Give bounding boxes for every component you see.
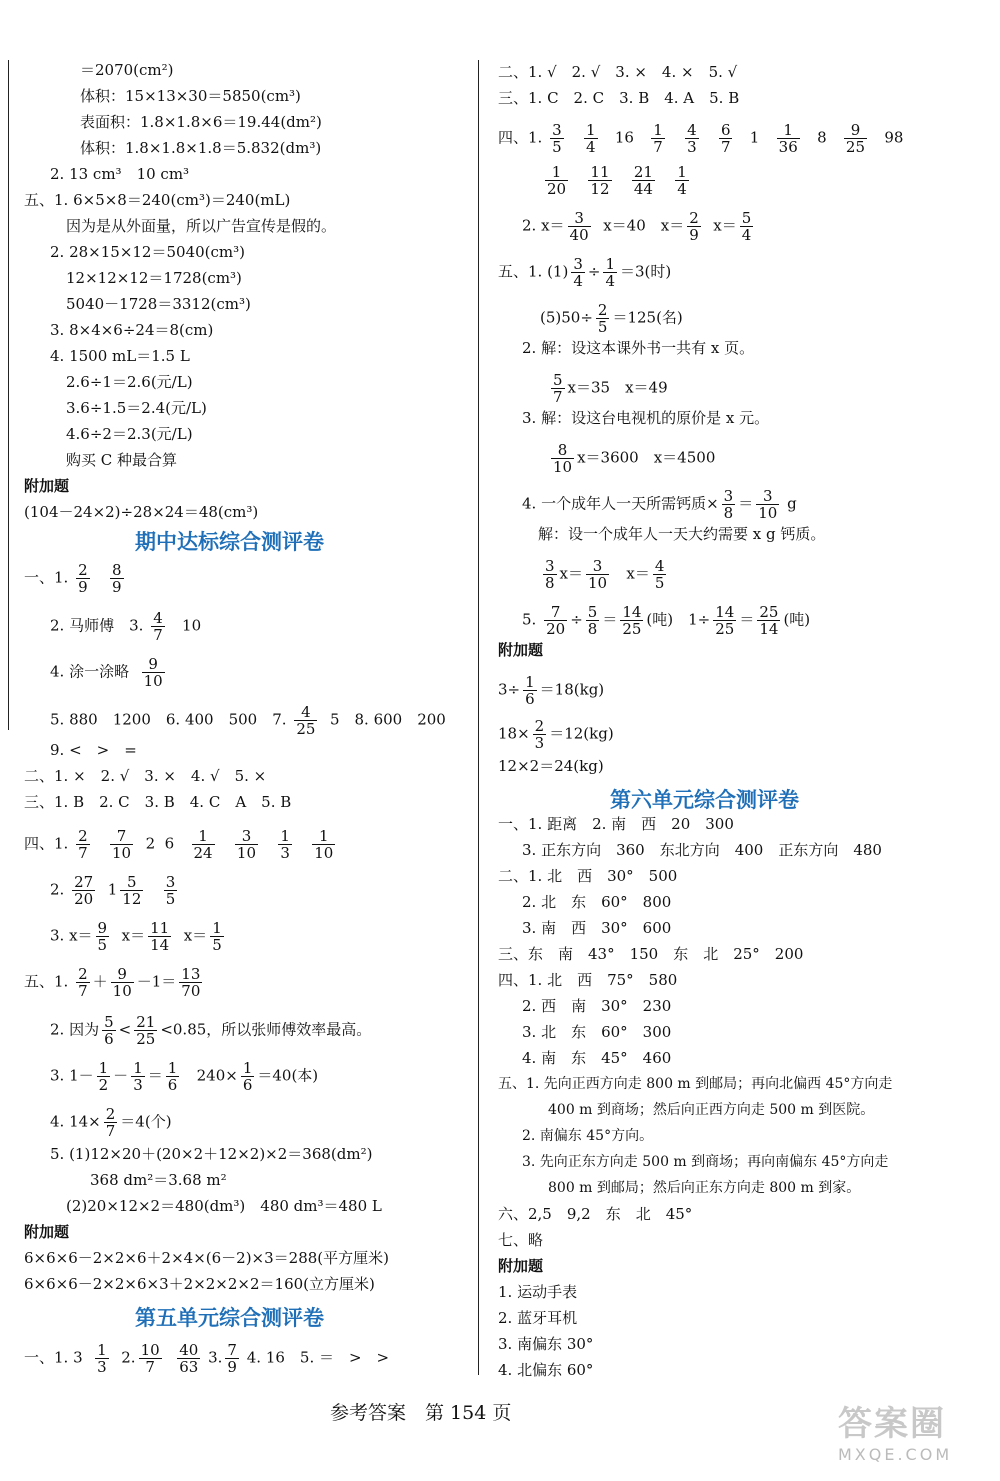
fraction: $\frac{1}{4}$ <box>605 255 615 290</box>
text-line: 2.6÷1＝2.6(元/L) <box>66 373 193 391</box>
section-title-unit6: 第六单元综合测评卷 <box>610 788 799 812</box>
text-line: (104－24×2)÷28×24＝48(cm³) <box>24 503 259 521</box>
text-line: 2. 解：设这本课外书一共有 x 页。 <box>522 339 755 357</box>
fraction: $\frac{3}{5}$ <box>552 121 562 156</box>
section-title-midterm: 期中达标综合测评卷 <box>135 530 324 554</box>
text-line: 3. 1－ $\frac{1}{2}$ － $\frac{1}{3}$ ＝ $\frac{1}{6}$ 240× $\frac{1}{6}$ ＝40(本) <box>50 1059 319 1094</box>
text-line: 12×12×12＝1728(cm³) <box>66 269 242 287</box>
fraction: $\frac{1}{24}$ <box>193 827 213 862</box>
fraction: $\frac{21}{44}$ <box>633 163 653 198</box>
fraction: $\frac{3}{10}$ <box>758 487 778 522</box>
text-line: 368 dm²＝3.68 m² <box>90 1171 227 1189</box>
text-line: 体积：15×13×30＝5850(cm³) <box>80 87 301 105</box>
text-line: 3.6÷1.5＝2.4(元/L) <box>66 399 207 417</box>
text-line: 三、东 南 43° 150 东 北 25° 200 <box>498 945 804 963</box>
fraction: $\frac{2}{3}$ <box>534 717 545 752</box>
text-line: (2)20×12×2＝480(dm³) 480 dm³＝480 L <box>66 1197 382 1215</box>
text-line: 400 m 到商场；然后向正西方向走 500 m 到医院。 <box>548 1102 875 1118</box>
text-line: 一、1. 3 $\frac{1}{3}$ 2. $\frac{10}{7}$ $\frac{40}{63}$ 3. $\frac{7}{9}$ 4. 16 5. ＝ > > <box>24 1341 390 1376</box>
text-line: 4.6÷2＝2.3(元/L) <box>66 425 193 443</box>
fraction: $\frac{2}{7}$ <box>105 1105 116 1140</box>
text-line: 二、1. √ 2. √ 3. × 4. × 5. √ <box>498 63 738 81</box>
fraction: $\frac{3}{40}$ <box>569 209 589 244</box>
text-line: 9. < > = <box>50 741 137 759</box>
fraction: $\frac{1}{3}$ <box>133 1059 143 1094</box>
fraction: $\frac{3}{10}$ <box>236 827 257 862</box>
text-line: 5. $\frac{7}{20}$ ÷ $\frac{5}{8}$ ＝ $\frac{14}{25}$ (吨) 1÷ $\frac{14}{25}$ ＝ $\frac{25}{14}$ (吨) <box>522 603 811 638</box>
fraction: $\frac{3}{8}$ <box>723 487 734 522</box>
fraction: $\frac{1}{5}$ <box>212 919 222 954</box>
text-line: 3. 南偏东 30° <box>498 1335 594 1353</box>
fraction: $\frac{9}{25}$ <box>845 121 866 156</box>
bonus-heading: 附加题 <box>24 1223 70 1241</box>
text-line: 一、1. 距离 2. 南 西 20 300 <box>498 815 734 833</box>
section-title-unit5: 第五单元综合测评卷 <box>135 1306 324 1330</box>
fraction: $\frac{2}{5}$ <box>597 301 608 336</box>
fraction: $\frac{1}{3}$ <box>280 827 290 862</box>
fraction: $\frac{1}{2}$ <box>98 1059 109 1094</box>
fraction: $\frac{5}{7}$ <box>553 371 563 406</box>
fraction: $\frac{9}{10}$ <box>143 655 163 690</box>
fraction: $\frac{2}{9}$ <box>689 209 699 244</box>
text-line: 一、1. $\frac{2}{9}$ $\frac{8}{9}$ <box>24 561 122 596</box>
fraction: $\frac{3}{5}$ <box>165 873 176 908</box>
text-line: (5)50÷ $\frac{2}{5}$ ＝125(名) <box>540 301 683 336</box>
fraction: $\frac{1}{6}$ <box>167 1059 178 1094</box>
fraction: $\frac{2}{7}$ <box>78 965 88 1000</box>
text-line: 五、1. (1) $\frac{3}{4}$ ÷ $\frac{1}{4}$ ＝3(时) <box>498 255 672 290</box>
bonus-heading: 附加题 <box>24 477 70 495</box>
text-line: 三、1. B 2. C 3. B 4. C A 5. B <box>24 793 292 811</box>
fraction: $\frac{7}{9}$ <box>227 1341 237 1376</box>
fraction: $\frac{1}{36}$ <box>778 121 798 156</box>
fraction: $\frac{5}{6}$ <box>104 1013 114 1048</box>
text-line: 表面积：1.8×1.8×6＝19.44(dm²) <box>80 113 322 131</box>
fraction: $\frac{8}{9}$ <box>111 561 122 596</box>
text-line: 800 m 到邮局；然后向正东方向走 800 m 到家。 <box>548 1180 861 1196</box>
fraction: $\frac{11}{12}$ <box>590 163 610 198</box>
text-line: 2. 13 cm³ 10 cm³ <box>50 165 190 183</box>
text-line: 4. 14× $\frac{2}{7}$ ＝4(个) <box>50 1105 172 1140</box>
fraction: $\frac{7}{20}$ <box>546 603 566 638</box>
text-line: 五、1. 先向正西方向走 800 m 到邮局；再向北偏西 45°方向走 <box>498 1076 893 1092</box>
fraction: $\frac{9}{10}$ <box>112 965 132 1000</box>
text-line: 4. 涂一涂略 $\frac{9}{10}$ <box>50 655 163 690</box>
text-line <box>542 164 692 197</box>
text-line: 五、1. 6×5×8＝240(cm³)＝240(mL) <box>24 191 291 209</box>
bonus-heading: 附加题 <box>498 641 544 659</box>
page-footer: 参考答案 第 154 页 <box>330 1402 512 1424</box>
text-line: 18× $\frac{2}{3}$ ＝12(kg) <box>498 717 614 752</box>
fraction: $\frac{3}{8}$ <box>545 557 555 592</box>
text-line: 2. 28×15×12＝5040(cm³) <box>50 243 245 261</box>
fraction: $\frac{14}{25}$ <box>715 603 735 638</box>
text-line: 解：设一个成年人一天大约需要 x g 钙质。 <box>538 525 826 543</box>
text-line: 3. x＝ $\frac{9}{5}$ x＝ $\frac{11}{14}$ x＝ $\frac{1}{5}$ <box>50 919 222 954</box>
text-line: 七、略 <box>498 1231 544 1249</box>
fraction: $\frac{27}{20}$ <box>74 873 94 908</box>
text-line: ＝2070(cm²) <box>80 61 174 79</box>
text-line: 二、1. 北 西 30° 500 <box>498 867 678 885</box>
text-line: 2. x＝ $\frac{3}{40}$ x＝40 x＝ $\frac{2}{9}$ x＝ $\frac{5}{4}$ <box>522 209 752 244</box>
text-line: 四、1. $\frac{3}{5}$ $\frac{1}{4}$ 16 $\frac{1}{7}$ $\frac{4}{3}$ $\frac{6}{7}$ 1 $\frac{1}{36}$ 8 $\frac{9}{25}$ 98 <box>498 121 904 156</box>
fraction: $\frac{1}{6}$ <box>525 673 535 708</box>
text-line: 二、1. × 2. √ 3. × 4. √ 5. × <box>24 767 267 785</box>
fraction: $\frac{5}{8}$ <box>587 603 598 638</box>
fraction: $\frac{3}{4}$ <box>573 255 583 290</box>
fraction: $\frac{13}{70}$ <box>181 965 201 1000</box>
fraction: $\frac{9}{5}$ <box>97 919 108 954</box>
text-line: 五、1. $\frac{2}{7}$ ＋ $\frac{9}{10}$ －1＝ $\frac{13}{70}$ <box>24 965 201 1000</box>
text-line: 4. 北偏东 60° <box>498 1361 594 1379</box>
fraction: $\frac{11}{14}$ <box>150 919 170 954</box>
text-line: 体积：1.8×1.8×1.8＝5.832(dm³) <box>80 139 322 157</box>
text-line: 2. 南偏东 45°方向。 <box>522 1128 654 1144</box>
text-line: 四、1. 北 西 75° 580 <box>498 971 678 989</box>
bonus-heading: 附加题 <box>498 1257 544 1275</box>
fraction: $\frac{1}{10}$ <box>314 827 334 862</box>
fraction: $\frac{8}{10}$ <box>553 441 573 476</box>
fraction: $\frac{5}{12}$ <box>122 873 142 908</box>
text-line: 3. 先向正东方向走 500 m 到商场；再向南偏东 45°方向走 <box>522 1154 889 1170</box>
text-line: 三、1. C 2. C 3. B 4. A 5. B <box>498 89 740 107</box>
fraction: $\frac{1}{3}$ <box>97 1341 107 1376</box>
fraction: $\frac{1}{6}$ <box>242 1059 253 1094</box>
text-line: 4. 一个成年人一天所需钙质× $\frac{3}{8}$ ＝ $\frac{3}{10}$ g <box>522 487 797 522</box>
watermark-url: MXQE.COM <box>838 1445 953 1464</box>
column-divider <box>478 60 479 1375</box>
fraction: $\frac{2}{7}$ <box>78 827 88 862</box>
fraction: $\frac{21}{25}$ <box>136 1013 156 1048</box>
fraction: $\frac{4}{25}$ <box>296 703 316 738</box>
text-line: 2. 因为 $\frac{5}{6}$ < $\frac{21}{25}$ <0.85，所以张师傅效率最高。 <box>50 1013 372 1048</box>
text-line: 3. 北 东 60° 300 <box>522 1023 672 1041</box>
text-line: $\frac{3}{8}$ x＝ $\frac{3}{10}$ x＝ $\frac{4}{5}$ <box>545 557 665 592</box>
text-line: 因为是从外面量，所以广告宣传是假的。 <box>66 217 337 235</box>
fraction: $\frac{4}{5}$ <box>654 557 665 592</box>
text-line: 2. $\frac{27}{20}$ 1 $\frac{5}{12}$ $\frac{3}{5}$ <box>50 873 176 908</box>
fraction: $\frac{7}{10}$ <box>111 827 132 862</box>
fraction: $\frac{4}{7}$ <box>153 609 163 644</box>
fraction: $\frac{1}{20}$ <box>547 163 567 198</box>
text-line: 四、1. $\frac{2}{7}$ $\frac{7}{10}$ 2 6 $\frac{1}{24}$ $\frac{3}{10}$ $\frac{1}{3}$ $\frac{1}{10}$ <box>24 827 334 862</box>
watermark-text: 答案圈 <box>838 1404 946 1444</box>
watermark-logo <box>838 1396 988 1474</box>
text-line: 5040－1728＝3312(cm³) <box>66 295 251 313</box>
fraction: $\frac{4}{3}$ <box>687 121 697 156</box>
text-line: 6×6×6－2×2×6＋2×4×(6－2)×3＝288(平方厘米) <box>24 1249 389 1267</box>
text-line: 3. 8×4×6÷24＝8(cm) <box>50 321 214 339</box>
fraction: $\frac{25}{14}$ <box>759 603 779 638</box>
text-line: 4. 1500 mL＝1.5 L <box>50 347 190 365</box>
text-line: 2. 马师傅 3. $\frac{4}{7}$ 10 <box>50 609 202 644</box>
fraction: $\frac{1}{4}$ <box>585 121 596 156</box>
text-line: 1. 运动手表 <box>498 1283 578 1301</box>
text-line: 3. 南 西 30° 600 <box>522 919 672 937</box>
text-line: 4. 南 东 45° 460 <box>522 1049 672 1067</box>
text-line: 购买 C 种最合算 <box>66 451 178 469</box>
text-line: 3÷ $\frac{1}{6}$ ＝18(kg) <box>498 673 605 708</box>
left-margin-line <box>8 60 9 730</box>
fraction: $\frac{10}{7}$ <box>140 1341 160 1376</box>
fraction: $\frac{3}{10}$ <box>588 557 608 592</box>
text-line: $\frac{8}{10}$ x＝3600 x＝4500 <box>553 441 716 476</box>
text-line: 12×2＝24(kg) <box>498 757 604 775</box>
fraction: $\frac{6}{7}$ <box>720 121 731 156</box>
text-line: 3. 正东方向 360 东北方向 400 正东方向 480 <box>522 841 882 859</box>
text-line: 3. 解：设这台电视机的原价是 x 元。 <box>522 409 770 427</box>
fraction: $\frac{2}{9}$ <box>78 561 88 596</box>
fraction: $\frac{40}{63}$ <box>179 1341 199 1376</box>
fraction: $\frac{14}{25}$ <box>622 603 642 638</box>
text-line: 5. 880 1200 6. 400 500 7. $\frac{4}{25}$ 5 8. 600 200 <box>50 703 446 738</box>
text-line: 2. 西 南 30° 230 <box>522 997 672 1015</box>
text-line: 6×6×6－2×2×6×3＋2×2×2×2＝160(立方厘米) <box>24 1275 375 1293</box>
text-line: 六、2,5 9,2 东 北 45° <box>498 1205 693 1223</box>
text-line: 5. (1)12×20＋(20×2＋12×2)×2＝368(dm²) <box>50 1145 373 1163</box>
fraction: $\frac{1}{7}$ <box>653 121 663 156</box>
text-line: 2. 蓝牙耳机 <box>498 1309 578 1327</box>
fraction: $\frac{5}{4}$ <box>741 209 752 244</box>
text-line: 2. 北 东 60° 800 <box>522 893 672 911</box>
fraction: $\frac{1}{4}$ <box>677 163 687 198</box>
text-line: $\frac{5}{7}$ x＝35 x＝49 <box>553 371 668 406</box>
